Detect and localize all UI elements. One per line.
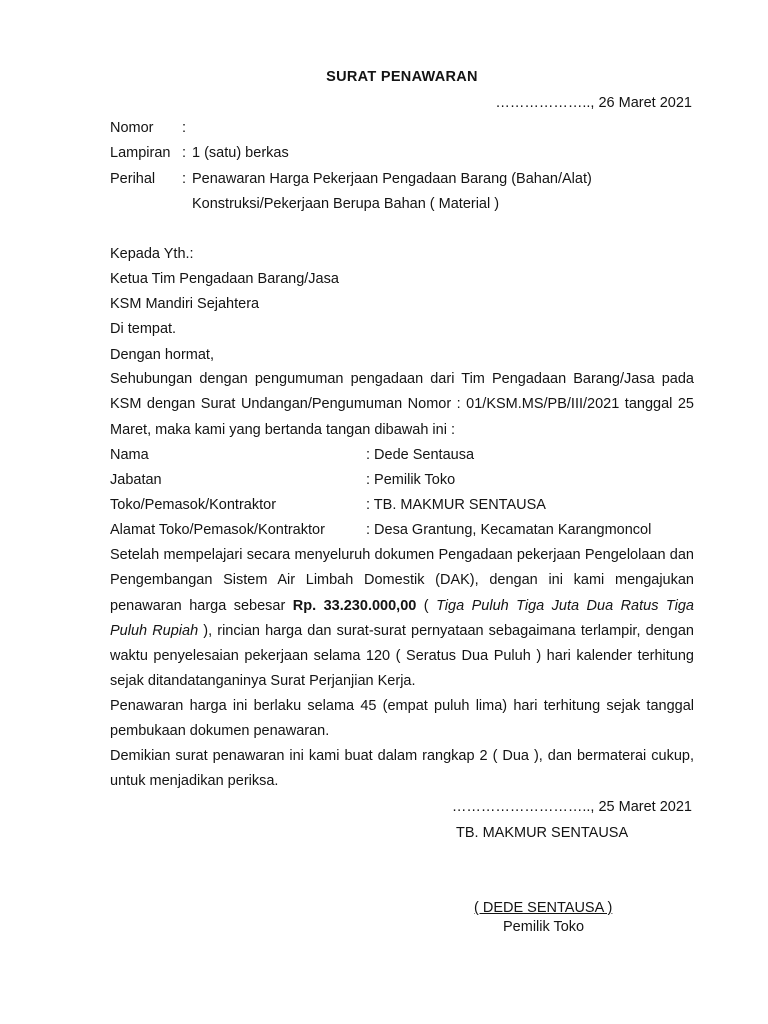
recipient-line: Di tempat. — [110, 321, 177, 337]
recipient-line: Ketua Tim Pengadaan Barang/Jasa — [110, 271, 339, 287]
closing-paragraph — [110, 744, 694, 795]
intro-text: Sehubungan dengan pengumuman pengadaan dari Tim Pengadaan Barang/Jasa pada KSM dengan Surat Undangan/Pengumuman Nomor : 01/KSM.MS/PB/III/2021 tanggal 25 Maret, maka kami yang bertanda tangan dibawah ini : — [110, 371, 694, 438]
header-sep-lampiran: : — [182, 145, 187, 161]
identity-label-jabatan: Jabatan — [110, 472, 162, 488]
offer-text-cont: ), rincian harga dan surat-surat pernyataan sebagaimana terlampir, dengan waktu penyelesaian pekerjaan selama 120 ( Seratus Dua Puluh ) hari kalender terhitung sejak ditandatanganinya Surat Perjanjian Kerja. — [110, 622, 694, 690]
recipient-line: KSM Mandiri Sejahtera — [110, 296, 260, 312]
identity-value-jabatan: : Pemilik Toko — [366, 472, 456, 488]
identity-label-toko: Toko/Pemasok/Kontraktor — [110, 497, 277, 513]
header-label-perihal: Perihal — [110, 171, 156, 187]
signer-title: Pemilik Toko — [503, 919, 585, 935]
signer-name: ( DEDE SENTAUSA ) — [474, 900, 613, 916]
place-date-bottom: ……………………….., 25 Maret 2021 — [451, 799, 692, 815]
closing-text: Demikian surat penawaran ini kami buat dalam rangkap 2 ( Dua ), dan bermaterai cukup, untuk menjadikan periksa. — [110, 748, 694, 790]
header-value-perihal: Penawaran Harga Pekerjaan Pengadaan Barang (Bahan/Alat) — [192, 171, 592, 187]
identity-value-toko: : TB. MAKMUR SENTAUSA — [366, 497, 546, 513]
header-sep-perihal: : — [182, 171, 187, 187]
offer-amount: Rp. 33.230.000,00 — [292, 597, 417, 614]
header-perihal-continued: Konstruksi/Pekerjaan Berupa Bahan ( Material ) — [192, 196, 500, 212]
offer-paragraph — [110, 543, 694, 695]
header-value-lampiran: 1 (satu) berkas — [192, 145, 289, 161]
identity-value-alamat: : Desa Grantung, Kecamatan Karangmoncol — [366, 522, 652, 538]
company-name: TB. MAKMUR SENTAUSA — [456, 825, 629, 841]
offer-paren-open: ( — [423, 597, 429, 614]
identity-value-nama: : Dede Sentausa — [366, 447, 475, 463]
identity-label-alamat: Alamat Toko/Pemasok/Kontraktor — [110, 522, 325, 538]
place-date-top: ……………….., 26 Maret 2021 — [495, 95, 692, 111]
intro-paragraph — [110, 367, 694, 443]
salutation: Dengan hormat, — [110, 347, 214, 363]
header-sep-nomor: : — [182, 120, 187, 136]
header-label-lampiran: Lampiran — [110, 145, 171, 161]
validity-text: Penawaran harga ini berlaku selama 45 (empat puluh lima) hari terhitung sejak tanggal pembukaan dokumen penawaran. — [110, 698, 694, 740]
offer-amount-words: Tiga Puluh Tiga Juta Dua Ratus Tiga Puluh Rupiah — [110, 597, 694, 639]
header-label-nomor: Nomor — [110, 120, 154, 136]
identity-label-nama: Nama — [110, 447, 149, 463]
validity-paragraph — [110, 694, 694, 745]
letter-title: SURAT PENAWARAN — [326, 69, 478, 85]
recipient-line: Kepada Yth.: — [110, 246, 194, 262]
offer-text: Setelah mempelajari secara menyeluruh dokumen Pengadaan pekerjaan Pengelolaan dan Pengembangan Sistem Air Limbah Domestik (DAK), dengan ini kami mengajukan penawaran harga sebesar — [110, 547, 694, 614]
